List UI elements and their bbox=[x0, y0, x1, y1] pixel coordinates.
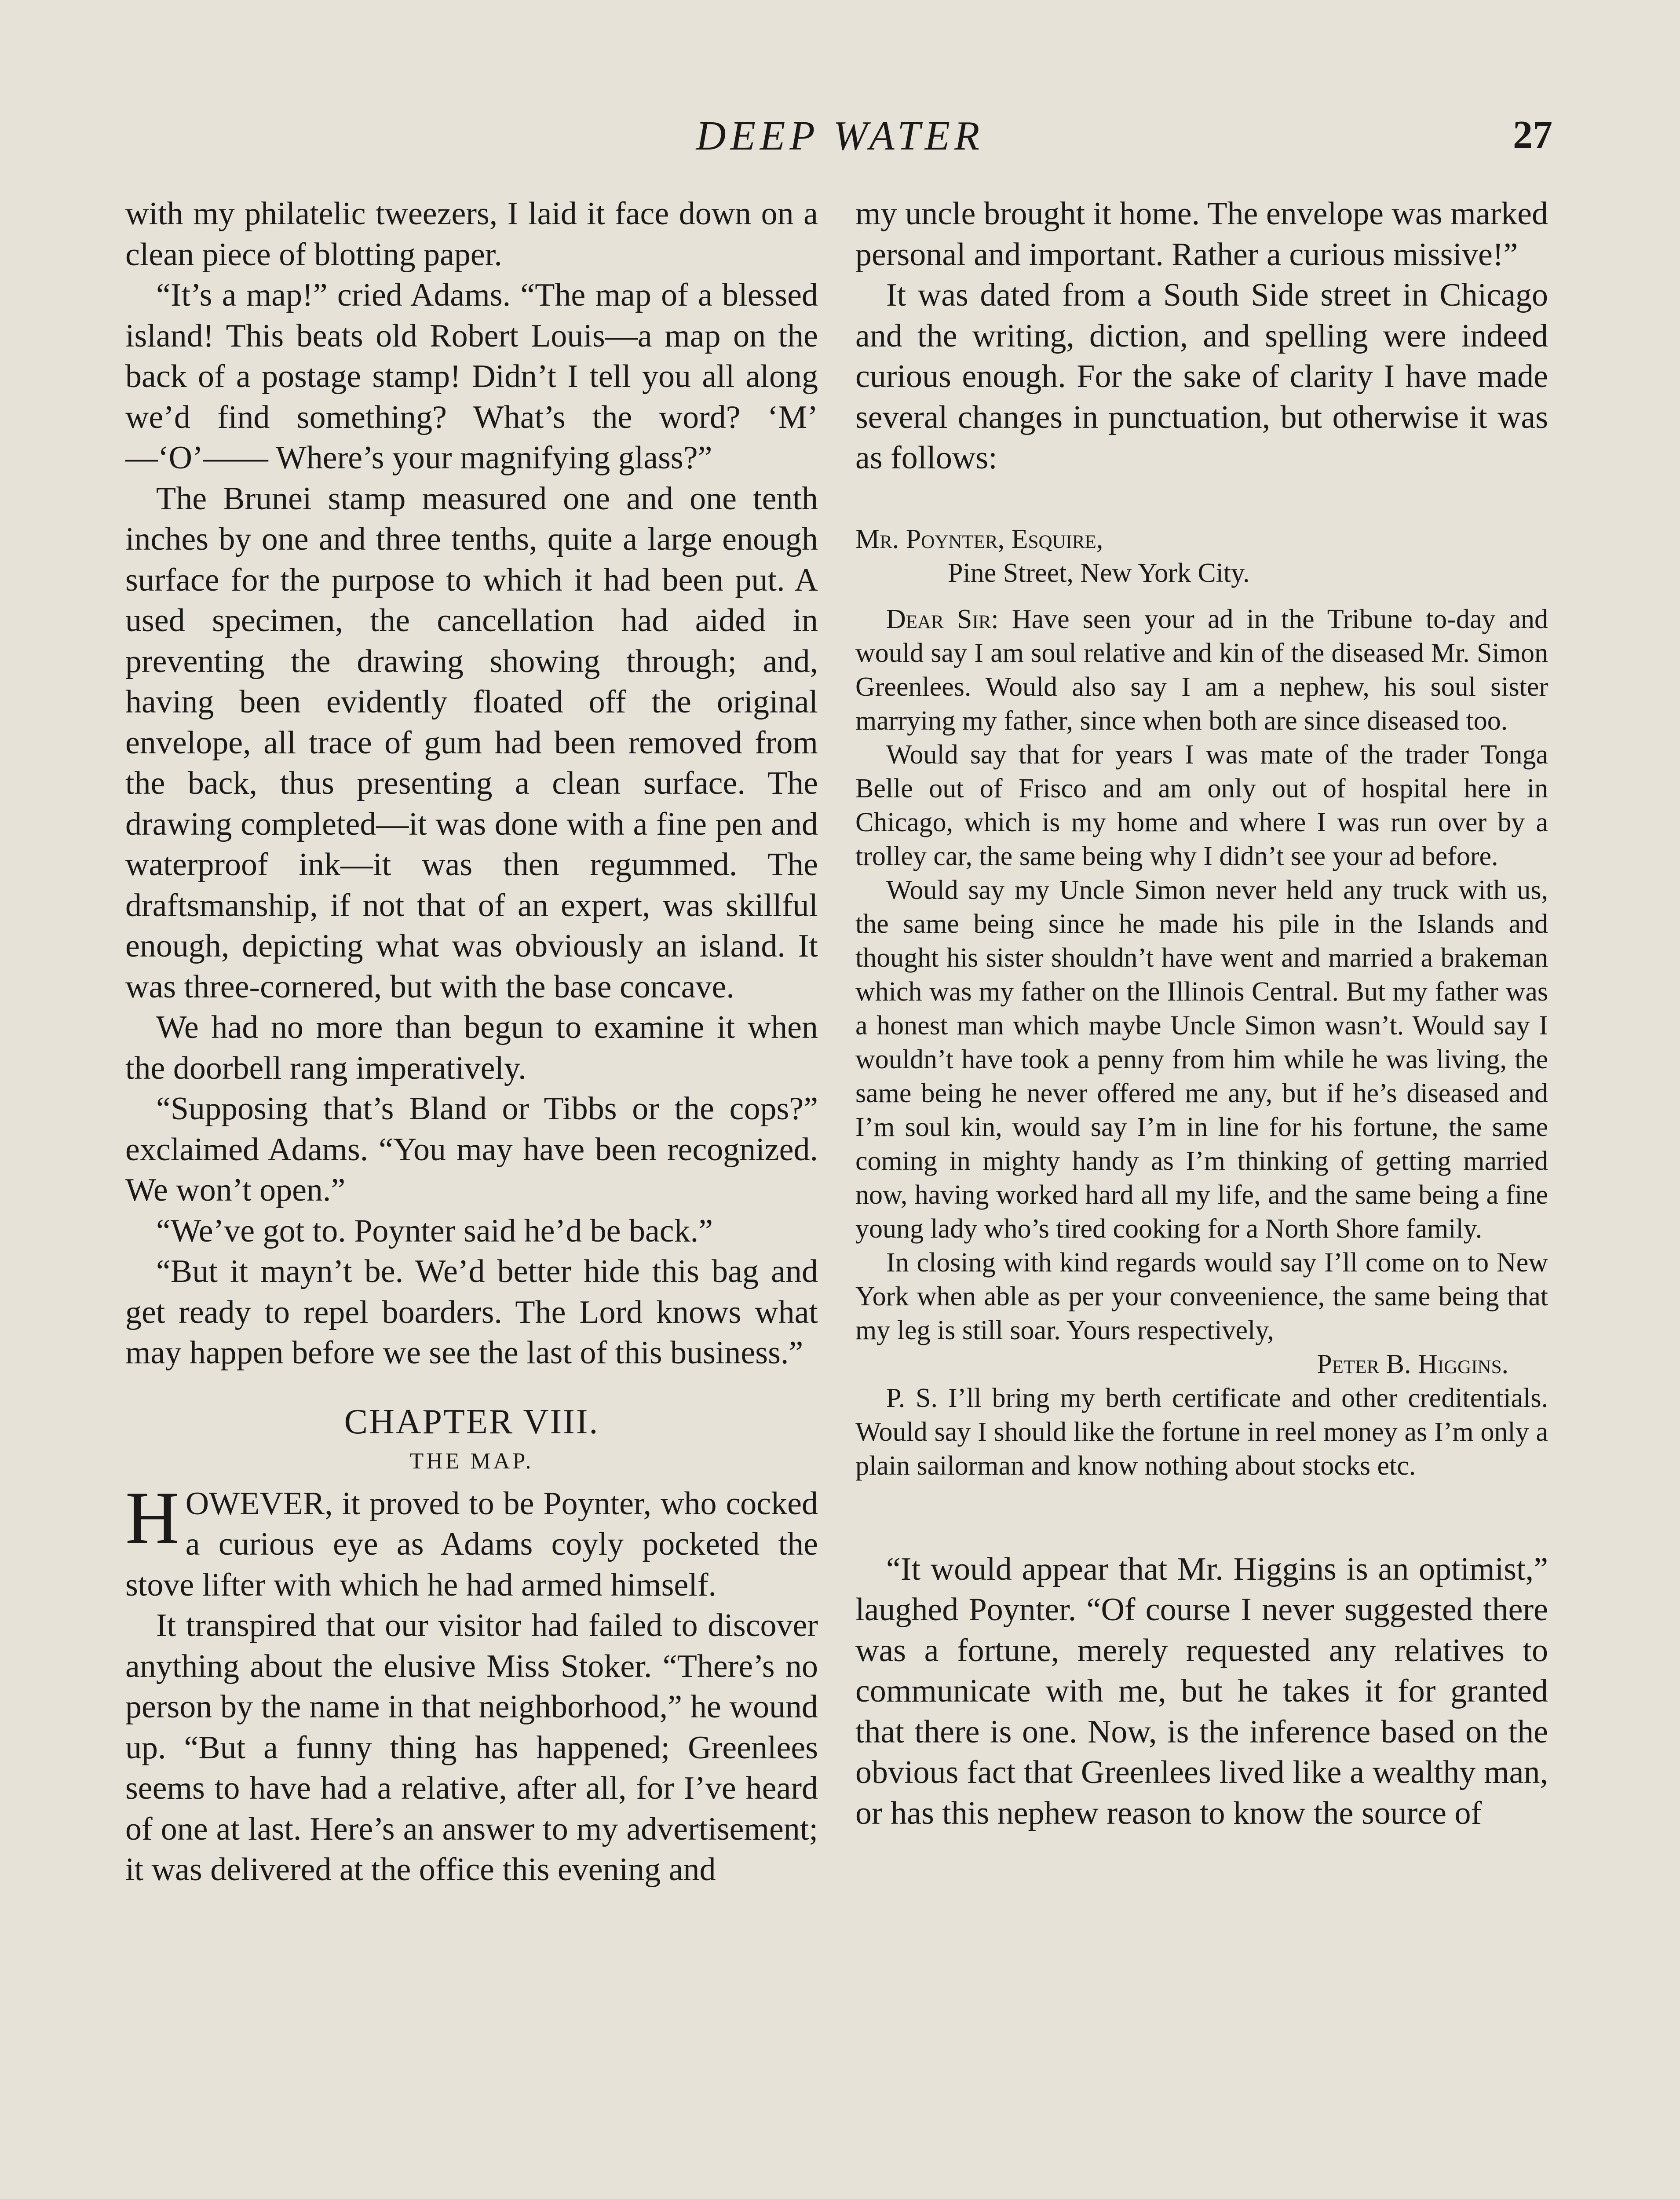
letter-postscript: P. S. I’ll bring my berth certificate and other creditentials. Would say I should like the fortune in reel money as I’m only a plain sailorman and know nothing about stocks etc. bbox=[855, 1383, 1548, 1481]
drop-cap: H bbox=[125, 1476, 179, 1559]
paragraph: “It’s a map!” cried Adams. “The map of a blessed island! This beats old Robert Louis—a map on the back of a postage stamp! Didn’t I tell you all along we’d find something? What’s the word? ‘M’ —‘O’—— Where’s your magnifying glass?” bbox=[125, 277, 818, 476]
letter-salutation: Dear Sir: bbox=[886, 604, 999, 634]
paragraph-text: OWEVER, it proved to be Poynter, who cocked a curious eye as Adams coyly pocketed the stove lifter with which he had armed himself. bbox=[125, 1485, 818, 1603]
letter-paragraph: Would say my Uncle Simon never held any truck with us, the same being since he made his pile in the Islands and thought his sister shouldn’t have went and married a brakeman which was my father on the Illinois Central. But my father was a honest man which maybe Uncle Simon wasn’t. Would say I wouldn’t have took a penny from him while he was living, the same being he never offered me any, but if he’s diseased and I’m soul kin, would say I’m in line for his fortune, the same coming in mighty handy as I’m thinking of getting married now, having worked hard all my life, and the same being a fine young lady who’s tired cooking for a North Shore family. bbox=[855, 875, 1548, 1244]
quoted-letter bbox=[855, 522, 1548, 1483]
running-title: DEEP WATER bbox=[696, 113, 984, 159]
letter-paragraph: Would say that for years I was mate of the trader Tonga Belle out of Frisco and am only out of hospital here in Chicago, which is my home and where I was run over by a trolley car, the same being why I didn’t see your ad before. bbox=[855, 739, 1548, 871]
letter-text: Have seen your ad in the Tribune to-day and would say I am soul relative and kin of the diseased Mr. Simon Greenlees. Would also say I am a nephew, his soul sister marrying my father, since when both are since diseased too. bbox=[855, 604, 1548, 736]
paragraph: “We’ve got to. Poynter said he’d be back.” bbox=[156, 1213, 713, 1249]
letter-signature: Peter B. Higgins. bbox=[1317, 1349, 1508, 1379]
letter-addressee: Mr. Poynter, Esquire, bbox=[855, 524, 1103, 554]
paragraph: It transpired that our visitor had failed to discover anything about the elusive Miss Stoker. “There’s no person by the name in that neighborhood,” he wound up. “But a funny thing has happened; Greenlees seems to have had a relative, after all, for I’ve heard of one at last. Here’s an answer to my advertisement; it was delivered at the office this evening and bbox=[125, 1607, 818, 1888]
paragraph: “Supposing that’s Bland or Tibbs or the cops?” exclaimed Adams. “You may have been recognized. We won’t open.” bbox=[125, 1091, 818, 1208]
left-column bbox=[125, 194, 818, 2199]
letter-paragraph bbox=[855, 603, 1548, 738]
paragraph: The Brunei stamp measured one and one tenth inches by one and three tenths, quite a large enough surface for the purpose to which it had been put. A used specimen, the cancellation had aided in preventing the drawing showing through; and, having been evidently floated off the original envelope, all trace of gum had been removed from the back, thus presenting a clean surface. The drawing completed—it was done with a fine pen and waterproof ink—it was then regummed. The draftsmanship, if not that of an expert, was skillful enough, depicting what was obviously an island. It was three-cornered, but with the base concave. bbox=[125, 480, 818, 1005]
letter-address: Pine Street, New York City. bbox=[948, 558, 1250, 588]
paragraph: my uncle brought it home. The envelope was marked personal and important. Rather a curious missive!” bbox=[855, 196, 1548, 273]
chapter-title: CHAPTER VIII. bbox=[344, 1402, 599, 1441]
paragraph: with my philatelic tweezers, I laid it face down on a clean piece of blotting paper. bbox=[125, 196, 818, 273]
chapter-subtitle: THE MAP. bbox=[409, 1448, 534, 1474]
right-column bbox=[855, 194, 1548, 2199]
paragraph: It was dated from a South Side street in Chicago and the writing, diction, and spelling were indeed curious enough. For the sake of clarity I have made several changes in punctuation, but otherwise it was as follows: bbox=[855, 277, 1548, 476]
chapter-opening-paragraph bbox=[125, 1476, 818, 1606]
paragraph: “But it mayn’t be. We’d better hide this bag and get ready to repel boarders. The Lord knows what may happen before we see the last of this business.” bbox=[125, 1253, 818, 1371]
paragraph: We had no more than begun to examine it when the doorbell rang imperatively. bbox=[125, 1009, 818, 1086]
running-header bbox=[128, 112, 1552, 165]
paragraph: “It would appear that Mr. Higgins is an optimist,” laughed Poynter. “Of course I never suggested there was a fortune, merely requested any relatives to communicate with me, but he takes it for granted that there is one. Now, is the inference based on the obvious fact that Greenlees lived like a wealthy man, or has this nephew reason to know the source of bbox=[855, 1551, 1548, 1831]
letter-paragraph: In closing with kind regards would say I’ll come on to New York when able as per your conveenience, the same being that my leg is still soar. Yours respectively, bbox=[855, 1247, 1548, 1345]
page-number: 27 bbox=[1513, 113, 1552, 157]
